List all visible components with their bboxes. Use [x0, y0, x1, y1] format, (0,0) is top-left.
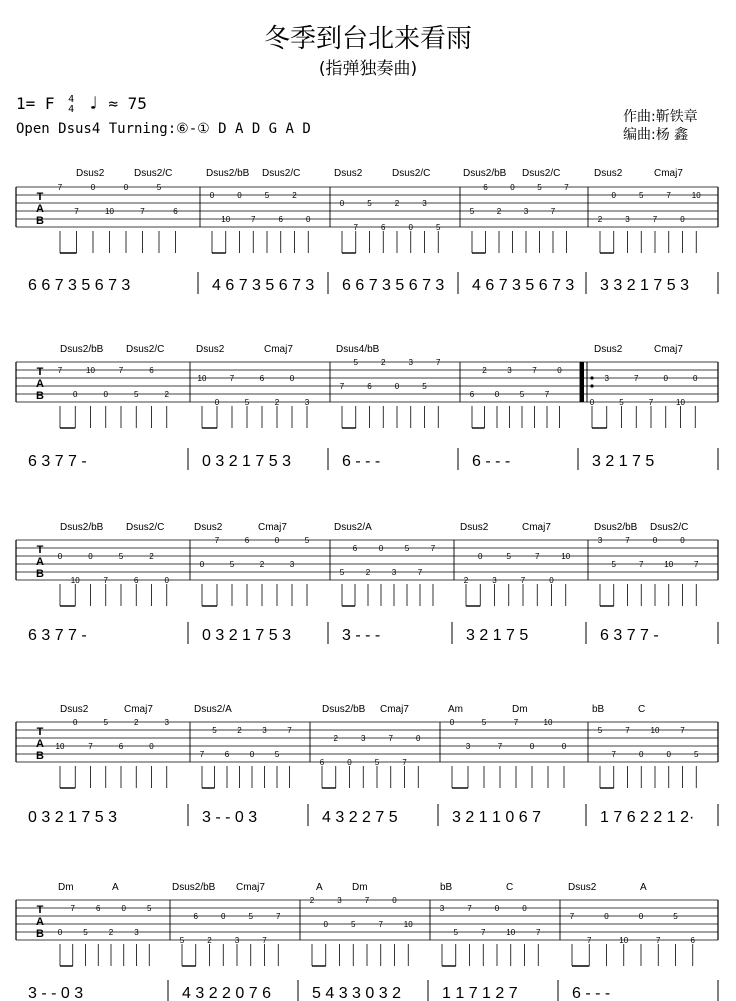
chord-name: Dsus4/bB — [336, 344, 380, 355]
tab-fret-number: 0 — [164, 576, 169, 585]
tab-fret-number: 5 — [374, 758, 380, 767]
tab-fret-number: 0 — [209, 191, 215, 200]
tab-fret-number: 2 — [365, 568, 371, 577]
chord-name: Dsus2/bB — [594, 522, 638, 533]
jianpu-measure: 6 3 7 7 - — [28, 627, 87, 644]
chord-name: Dsus2 — [76, 168, 105, 179]
repeat-dot — [590, 384, 593, 387]
tab-clef-letter: B — [36, 568, 44, 580]
chord-name: Dsus2/C — [134, 168, 173, 179]
chord-name: Dm — [58, 882, 74, 893]
tab-fret-number: 7 — [402, 758, 407, 767]
tab-fret-number: 2 — [134, 718, 139, 727]
tab-fret-number: 2 — [237, 726, 242, 735]
tab-fret-number: 0 — [478, 552, 483, 561]
tab-fret-number: 7 — [118, 366, 124, 375]
tab-fret-number: 10 — [691, 191, 701, 200]
tab-fret-number: 5 — [83, 928, 88, 937]
tab-fret-number: 0 — [639, 750, 644, 759]
tab-fret-number: 3 — [304, 398, 310, 407]
tab-fret-number: 0 — [449, 718, 455, 727]
chord-name: Dsus2/C — [650, 522, 689, 533]
tab-fret-number: 6 — [690, 936, 695, 945]
tab-fret-number: 7 — [229, 374, 235, 383]
tab-fret-number: 0 — [663, 374, 668, 383]
tab-fret-number: 10 — [86, 366, 95, 375]
tab-fret-number: 6 — [134, 576, 139, 585]
chord-name: Dsus2/bB — [60, 344, 104, 355]
tab-fret-number: 2 — [149, 552, 154, 561]
jianpu-measure: 4 6 7 3 5 6 7 3 — [472, 277, 575, 294]
arranger-credit: 编曲:杨 鑫 — [623, 127, 689, 143]
tab-fret-number: 2 — [463, 576, 469, 585]
tab-fret-number: 2 — [482, 366, 487, 375]
tab-fret-number: 10 — [55, 742, 65, 751]
tab-clef-letter: T — [36, 544, 44, 556]
chord-name: A — [640, 882, 647, 893]
tab-fret-number: 0 — [237, 191, 242, 200]
chord-name: Dsus2 — [594, 168, 623, 179]
chord-name: Dsus2/C — [262, 168, 301, 179]
tab-fret-number: 3 — [262, 726, 267, 735]
tab-fret-number: 0 — [394, 382, 400, 391]
tab-fret-number: 0 — [611, 191, 616, 200]
tab-fret-number: 10 — [650, 726, 660, 735]
tab-fret-number: 0 — [103, 390, 108, 399]
tab-fret-number: 0 — [408, 223, 413, 232]
tab-fret-number: 0 — [121, 904, 126, 913]
tab-clef-letter: B — [36, 390, 44, 402]
tab-fret-number: 7 — [287, 726, 292, 735]
tab-fret-number: 7 — [535, 552, 540, 561]
chord-name: Dsus2 — [196, 344, 225, 355]
chord-name: Dsus2/bB — [172, 882, 216, 893]
jianpu-measure: 6 - - - — [342, 453, 381, 470]
jianpu-measure: 6 - - - — [572, 985, 611, 1001]
tab-fret-number: 2 — [597, 215, 603, 224]
chord-name: Dsus2 — [60, 704, 89, 715]
chord-name: Dsus2/A — [334, 522, 372, 533]
jianpu-measure: 0 3 2 1 7 5 3 — [28, 809, 117, 826]
tab-fret-number: 0 — [214, 398, 220, 407]
jianpu-measure: 3 2 1 7 5 — [466, 627, 529, 644]
tab-fret-number: 2 — [207, 936, 212, 945]
tab-fret-number: 7 — [364, 896, 370, 905]
jianpu-measure: 4 3 2 2 0 7 6 — [182, 985, 271, 1001]
repeat-thick-bar — [580, 362, 584, 402]
tab-fret-number: 0 — [149, 742, 154, 751]
tab-fret-number: 5 — [134, 390, 139, 399]
tab-fret-number: 7 — [430, 544, 436, 553]
tab-fret-number: 7 — [262, 936, 267, 945]
tab-fret-number: 7 — [611, 750, 616, 759]
tab-fret-number: 10 — [561, 552, 571, 561]
tab-fret-number: 2 — [164, 390, 169, 399]
tab-fret-number: 0 — [57, 552, 63, 561]
tab-fret-number: 3 — [439, 904, 445, 913]
tab-fret-number: 0 — [88, 552, 93, 561]
tab-fret-number: 7 — [680, 726, 685, 735]
tab-fret-number: 2 — [108, 928, 114, 937]
tab-fret-number: 5 — [481, 718, 487, 727]
tab-fret-number: 7 — [497, 742, 503, 751]
chord-name: Dsus2/A — [194, 704, 232, 715]
tab-fret-number: 7 — [140, 207, 145, 216]
tab-fret-number: 7 — [564, 183, 569, 192]
chord-name: Dsus2 — [194, 522, 223, 533]
chord-name: Cmaj7 — [654, 168, 683, 179]
tab-fret-number: 3 — [289, 560, 295, 569]
time-top: 4 — [68, 93, 75, 105]
chord-name: Dsus2 — [334, 168, 363, 179]
tab-fret-number: 7 — [70, 904, 75, 913]
tab-fret-number: 0 — [589, 398, 595, 407]
tab-fret-number: 5 — [694, 750, 699, 759]
tab-fret-number: 6 — [381, 223, 386, 232]
chord-name: Dsus2 — [568, 882, 597, 893]
tab-fret-number: 2 — [274, 398, 280, 407]
tab-fret-number: 0 — [57, 928, 63, 937]
tab-fret-number: 7 — [88, 742, 93, 751]
tab-clef-letter: T — [36, 191, 44, 203]
chord-name: Cmaj7 — [654, 344, 683, 355]
chord-name: Dsus2/bB — [60, 522, 104, 533]
chord-name: C — [506, 882, 514, 893]
tab-fret-number: 5 — [274, 750, 280, 759]
jianpu-measure: 3 - - 0 3 — [202, 809, 258, 826]
tab-fret-number: 6 — [173, 207, 178, 216]
jianpu-measure: 1 7 6 2 2 1 2· — [600, 809, 695, 826]
tab-fret-number: 10 — [403, 920, 413, 929]
tab-fret-number: 0 — [666, 750, 671, 759]
tab-fret-number: 7 — [103, 576, 108, 585]
tab-clef-letter: B — [36, 750, 44, 762]
repeat-dot — [590, 376, 593, 379]
tab-fret-number: 0 — [494, 904, 500, 913]
chord-name: Dsus2/C — [126, 522, 165, 533]
tab-fret-number: 7 — [625, 536, 630, 545]
tab-fret-number: 3 — [164, 718, 169, 727]
tab-fret-number: 3 — [492, 576, 497, 585]
tab-fret-number: 0 — [73, 718, 78, 727]
tab-clef-letter: A — [36, 378, 44, 390]
tab-fret-number: 5 — [248, 912, 253, 921]
tab-fret-number: 6 — [118, 742, 124, 751]
tab-fret-number: 0 — [510, 183, 515, 192]
tab-fret-number: 5 — [156, 183, 162, 192]
tab-fret-number: 0 — [199, 560, 205, 569]
tab-fret-number: 10 — [619, 936, 629, 945]
tab-fret-number: 5 — [436, 223, 441, 232]
chord-name: Cmaj7 — [522, 522, 551, 533]
tab-fret-number: 6 — [483, 183, 488, 192]
tab-fret-number: 7 — [388, 734, 393, 743]
tab-fret-number: 5 — [229, 560, 235, 569]
tab-clef-letter: A — [36, 916, 44, 928]
tab-fret-number: 0 — [274, 536, 280, 545]
chord-name: A — [316, 882, 323, 893]
tab-fret-number: 5 — [519, 390, 525, 399]
tab-fret-number: 7 — [634, 374, 639, 383]
tab-fret-number: 0 — [347, 758, 352, 767]
chord-name: Cmaj7 — [258, 522, 287, 533]
tab-fret-number: 0 — [378, 544, 384, 553]
tab-fret-number: 7 — [74, 207, 79, 216]
tab-fret-number: 2 — [394, 199, 400, 208]
tab-fret-number: 0 — [416, 734, 421, 743]
tab-fret-number: 7 — [520, 576, 526, 585]
chord-name: Dsus2/bB — [463, 168, 507, 179]
tab-fret-number: 3 — [134, 928, 139, 937]
jianpu-measure: 3 2 1 7 5 — [592, 453, 655, 470]
key-label: 1= F — [16, 94, 55, 113]
tab-fret-number: 10 — [70, 576, 80, 585]
jianpu-measure: 6 - - - — [472, 453, 511, 470]
tab-clef-letter: T — [36, 904, 44, 916]
tab-fret-number: 10 — [664, 560, 674, 569]
tab-fret-number: 6 — [96, 904, 101, 913]
tab-fret-number: 10 — [105, 207, 114, 216]
tab-fret-number: 10 — [506, 928, 516, 937]
tab-fret-number: 0 — [561, 742, 567, 751]
tab-fret-number: 6 — [367, 382, 372, 391]
tab-fret-number: 7 — [481, 928, 486, 937]
chord-name: Dsus2/C — [522, 168, 561, 179]
tab-fret-number: 7 — [666, 191, 671, 200]
tab-fret-number: 7 — [550, 207, 556, 216]
tab-fret-number: 7 — [467, 904, 472, 913]
tab-fret-number: 6 — [244, 536, 250, 545]
tab-fret-number: 5 — [673, 912, 678, 921]
tab-fret-number: 5 — [212, 726, 217, 735]
tab-fret-number: 5 — [537, 183, 542, 192]
tab-fret-number: 0 — [392, 896, 397, 905]
chord-name: Dsus2/bB — [206, 168, 250, 179]
song-subtitle: (指弹独奏曲) — [318, 59, 418, 79]
chord-name: Cmaj7 — [264, 344, 293, 355]
chord-name: Dm — [512, 704, 528, 715]
tab-fret-number: 5 — [469, 207, 475, 216]
tab-fret-number: 0 — [73, 390, 78, 399]
tab-fret-number: 7 — [639, 560, 644, 569]
chord-name: Dsus2/bB — [322, 704, 366, 715]
tab-fret-number: 0 — [123, 183, 129, 192]
tab-fret-number: 7 — [648, 398, 654, 407]
tab-fret-number: 7 — [625, 726, 630, 735]
song-title: 冬季到台北来看雨 — [263, 24, 472, 54]
tab-fret-number: 7 — [694, 560, 699, 569]
tab-fret-number: 5 — [404, 544, 410, 553]
jianpu-measure: 3 - - - — [342, 627, 381, 644]
tab-fret-number: 0 — [652, 536, 658, 545]
jianpu-measure: 4 3 2 2 7 5 — [322, 809, 398, 826]
tab-fret-number: 5 — [264, 191, 270, 200]
tempo-approx: ≈ — [108, 94, 118, 113]
tab-fret-number: 0 — [680, 215, 685, 224]
tab-fret-number: 5 — [367, 199, 372, 208]
tab-fret-number: 7 — [652, 215, 658, 224]
tab-fret-number: 5 — [147, 904, 152, 913]
tab-fret-number: 7 — [656, 936, 661, 945]
tab-fret-number: 5 — [244, 398, 250, 407]
tab-fret-number: 7 — [569, 912, 575, 921]
tab-fret-number: 5 — [611, 560, 616, 569]
jianpu-measure: 6 6 7 3 5 6 7 3 — [342, 277, 445, 294]
tab-fret-number: 7 — [57, 183, 63, 192]
jianpu-measure: 5 4 3 3 0 3 2 — [312, 985, 401, 1001]
tuning-line: Open Dsus4 Turning:⑥-① D A D G A D — [16, 121, 311, 137]
tab-fret-number: 5 — [453, 928, 458, 937]
tab-fret-number: 7 — [199, 750, 205, 759]
tab-fret-number: 7 — [57, 366, 63, 375]
tab-clef-letter: T — [36, 726, 44, 738]
tab-fret-number: 3 — [234, 936, 240, 945]
tab-fret-number: 2 — [333, 734, 338, 743]
tab-fret-number: 7 — [417, 568, 423, 577]
tab-fret-number: 7 — [378, 920, 383, 929]
tab-fret-number: 6 — [469, 390, 475, 399]
tab-fret-number: 0 — [323, 920, 328, 929]
tab-fret-number: 5 — [179, 936, 185, 945]
composer-credit: 作曲:靳铁章 — [623, 109, 698, 125]
tab-fret-number: 0 — [221, 912, 226, 921]
jianpu-measure: 6 3 7 7 - — [600, 627, 659, 644]
tab-fret-number: 3 — [337, 896, 342, 905]
tab-fret-number: 6 — [319, 758, 325, 767]
tab-fret-number: 6 — [278, 215, 283, 224]
tab-fret-number: 0 — [604, 912, 609, 921]
tab-clef-letter: B — [36, 928, 44, 940]
jianpu-measure: 3 2 1 1 0 6 7 — [452, 809, 541, 826]
tab-fret-number: 3 — [465, 742, 471, 751]
tab-fret-number: 0 — [90, 183, 96, 192]
tab-fret-number: 0 — [529, 742, 535, 751]
tab-fret-number: 0 — [522, 904, 527, 913]
tab-clef-letter: A — [36, 556, 44, 568]
tab-fret-number: 5 — [422, 382, 427, 391]
tab-fret-number: 7 — [544, 390, 550, 399]
tab-fret-number: 0 — [638, 912, 644, 921]
tab-fret-number: 3 — [597, 536, 603, 545]
tab-fret-number: 2 — [496, 207, 502, 216]
tab-fret-number: 6 — [149, 366, 154, 375]
tab-fret-number: 5 — [339, 568, 345, 577]
tab-fret-number: 3 — [361, 734, 366, 743]
quarter-note-icon: ♩ — [87, 93, 99, 114]
tab-fret-number: 3 — [625, 215, 630, 224]
chord-name: Dsus2/C — [392, 168, 431, 179]
chord-name: bB — [592, 704, 605, 715]
tab-fret-number: 10 — [221, 215, 231, 224]
tab-fret-number: 0 — [693, 374, 698, 383]
tab-fret-number: 3 — [391, 568, 397, 577]
tab-fret-number: 0 — [249, 750, 255, 759]
jianpu-measure: 0 3 2 1 7 5 3 — [202, 453, 291, 470]
tab-clef-letter: A — [36, 203, 44, 215]
chord-name: Cmaj7 — [236, 882, 265, 893]
jianpu-measure: 3 3 2 1 7 5 3 — [600, 277, 689, 294]
chord-name: Cmaj7 — [124, 704, 153, 715]
tab-fret-number: 5 — [118, 552, 124, 561]
tab-fret-number: 0 — [289, 374, 295, 383]
tab-fret-number: 0 — [306, 215, 311, 224]
chord-name: Dm — [352, 882, 368, 893]
tab-fret-number: 0 — [680, 536, 685, 545]
jianpu-measure: 6 3 7 7 - — [28, 453, 87, 470]
chord-name: Dsus2 — [460, 522, 489, 533]
jianpu-measure: 6 6 7 3 5 6 7 3 — [28, 277, 131, 294]
tab-fret-number: 5 — [103, 718, 108, 727]
jianpu-measure: 4 6 7 3 5 6 7 3 — [212, 277, 315, 294]
tab-fret-number: 10 — [543, 718, 553, 727]
jianpu-measure: 0 3 2 1 7 5 3 — [202, 627, 291, 644]
tab-fret-number: 6 — [193, 912, 198, 921]
tab-fret-number: 5 — [351, 920, 356, 929]
time-bottom: 4 — [68, 103, 75, 115]
tab-clef-letter: B — [36, 215, 44, 227]
tab-fret-number: 5 — [597, 726, 603, 735]
chord-name: A — [112, 882, 119, 893]
tab-fret-number: 2 — [259, 560, 265, 569]
tab-fret-number: 5 — [639, 191, 644, 200]
tab-fret-number: 7 — [513, 718, 519, 727]
tab-fret-number: 3 — [408, 358, 413, 367]
tab-fret-number: 5 — [506, 552, 511, 561]
jianpu-measure: 1 1 7 1 2 7 — [442, 985, 518, 1001]
tab-fret-number: 0 — [339, 199, 345, 208]
tab-fret-number: 7 — [339, 382, 345, 391]
chord-name: Dsus2 — [594, 344, 623, 355]
tab-fret-number: 7 — [276, 912, 281, 921]
tab-fret-number: 6 — [352, 544, 358, 553]
tab-fret-number: 0 — [549, 576, 554, 585]
tab-fret-number: 7 — [536, 928, 541, 937]
tab-fret-number: 7 — [214, 536, 220, 545]
tab-fret-number: 3 — [422, 199, 427, 208]
tab-fret-number: 5 — [353, 358, 358, 367]
tab-clef-letter: A — [36, 738, 44, 750]
tab-fret-number: 10 — [676, 398, 685, 407]
chord-name: Am — [448, 704, 463, 715]
tab-fret-number: 10 — [197, 374, 207, 383]
chord-name: Cmaj7 — [380, 704, 409, 715]
chord-name: Dsus2/C — [126, 344, 165, 355]
chord-name: bB — [440, 882, 453, 893]
chord-name: C — [638, 704, 646, 715]
tab-fret-number: 0 — [557, 366, 562, 375]
tab-fret-number: 2 — [292, 191, 297, 200]
tab-fret-number: 7 — [587, 936, 592, 945]
jianpu-measure: 3 - - 0 3 — [28, 985, 84, 1001]
tab-fret-number: 3 — [507, 366, 512, 375]
tab-fret-number: 5 — [619, 398, 624, 407]
tab-fret-number: 7 — [251, 215, 256, 224]
tab-fret-number: 7 — [353, 223, 358, 232]
tab-fret-number: 7 — [532, 366, 537, 375]
tab-fret-number: 7 — [436, 358, 441, 367]
tab-fret-number: 2 — [381, 358, 386, 367]
tab-clef-letter: T — [36, 366, 44, 378]
tab-fret-number: 5 — [304, 536, 310, 545]
tempo-value: 75 — [127, 94, 147, 113]
tab-fret-number: 0 — [494, 390, 500, 399]
tab-fret-number: 6 — [259, 374, 265, 383]
tab-fret-number: 3 — [604, 374, 609, 383]
tab-fret-number: 2 — [309, 896, 315, 905]
tab-fret-number: 3 — [523, 207, 529, 216]
tab-fret-number: 6 — [224, 750, 230, 759]
